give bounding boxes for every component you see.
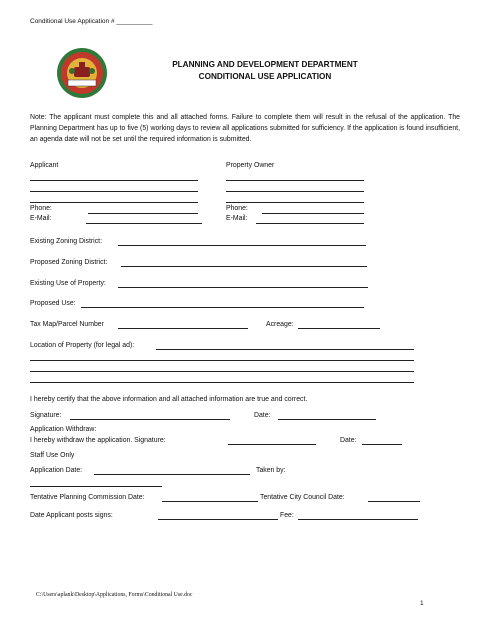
department-title: PLANNING AND DEVELOPMENT DEPARTMENT [172, 60, 358, 69]
withdrawal-date-label: Date: [340, 437, 357, 444]
existing-use-label: Existing Use of Property: [30, 280, 106, 287]
application-number-header: Conditional Use Application # __________ [30, 18, 153, 25]
fee-field[interactable] [298, 519, 418, 520]
certify-statement: I hereby certify that the above information and all attached information are true and correct. [30, 396, 308, 403]
owner-address-line[interactable] [226, 191, 364, 192]
location-field-2[interactable] [30, 360, 414, 361]
location-label: Location of Property (for legal ad): [30, 342, 135, 349]
acreage-field[interactable] [298, 328, 380, 329]
applicant-email-field[interactable] [86, 223, 202, 224]
tpc-date-field[interactable] [162, 501, 258, 502]
existing-zoning-field[interactable] [118, 245, 366, 246]
proposed-use-label: Proposed Use: [30, 300, 76, 307]
posts-signs-field[interactable] [158, 519, 278, 520]
withdrawal-signature-field[interactable] [228, 444, 316, 445]
file-path-footer: C:\Users\aplank\Desktop\Applications, Forms\Conditional Use.doc [36, 592, 193, 598]
staff-use-heading: Staff Use Only [30, 452, 75, 459]
applicant-phone-field[interactable] [88, 213, 198, 214]
application-date-field[interactable] [94, 474, 250, 475]
city-seal-logo [44, 47, 120, 99]
owner-name-line[interactable] [226, 180, 364, 181]
signature-field[interactable] [70, 419, 230, 420]
signature-date-label: Date: [254, 412, 271, 419]
withdrawal-text: I hereby withdraw the application. Signature: [30, 437, 166, 444]
instructions-note: Note: The applicant must complete this and all attached forms. Failure to complete them will result in the refusal of the application. The Planning Department has up to five (5) working days to review all applications submitted for sufficiency. If the application is found insufficient, an agenda date will not be set until the required information is submitted. [30, 114, 460, 143]
taken-by-field[interactable] [30, 486, 162, 487]
applicant-address-line[interactable] [30, 191, 198, 192]
applicant-city-line[interactable] [30, 202, 198, 203]
owner-phone-label: Phone: [226, 205, 248, 212]
tax-map-field[interactable] [118, 328, 248, 329]
applicant-email-label: E-Mail: [30, 215, 52, 222]
proposed-zoning-label: Proposed Zoning District: [30, 259, 108, 266]
signature-label: Signature: [30, 412, 62, 419]
tax-map-label: Tax Map/Parcel Number [30, 321, 104, 328]
application-date-label: Application Date: [30, 467, 83, 474]
owner-heading: Property Owner [226, 162, 275, 169]
taken-by-label: Taken by: [256, 467, 286, 474]
proposed-zoning-field[interactable] [121, 266, 367, 267]
applicant-heading: Applicant [30, 162, 59, 169]
location-field-4[interactable] [30, 382, 414, 383]
posts-signs-label: Date Applicant posts signs: [30, 512, 113, 519]
owner-email-field[interactable] [256, 223, 364, 224]
withdrawal-date-field[interactable] [362, 444, 402, 445]
signature-date-field[interactable] [278, 419, 376, 420]
location-field-1[interactable] [156, 349, 414, 350]
location-field-3[interactable] [30, 371, 414, 372]
owner-city-line[interactable] [226, 202, 364, 203]
existing-zoning-label: Existing Zoning District: [30, 238, 102, 245]
owner-phone-field[interactable] [262, 213, 364, 214]
acreage-label: Acreage: [266, 321, 294, 328]
proposed-use-field[interactable] [81, 307, 364, 308]
page-number: 1 [420, 600, 424, 607]
applicant-phone-label: Phone: [30, 205, 52, 212]
owner-email-label: E-Mail: [226, 215, 248, 222]
tpc-date-label: Tentative Planning Commission Date: [30, 494, 145, 501]
form-title: CONDITIONAL USE APPLICATION [198, 72, 332, 81]
withdrawal-heading: Application Withdraw: [30, 426, 97, 433]
tcc-date-field[interactable] [368, 501, 420, 502]
tcc-date-label: Tentative City Council Date: [260, 494, 345, 501]
fee-label: Fee: [280, 512, 294, 519]
existing-use-field[interactable] [118, 287, 368, 288]
applicant-name-line[interactable] [30, 180, 198, 181]
